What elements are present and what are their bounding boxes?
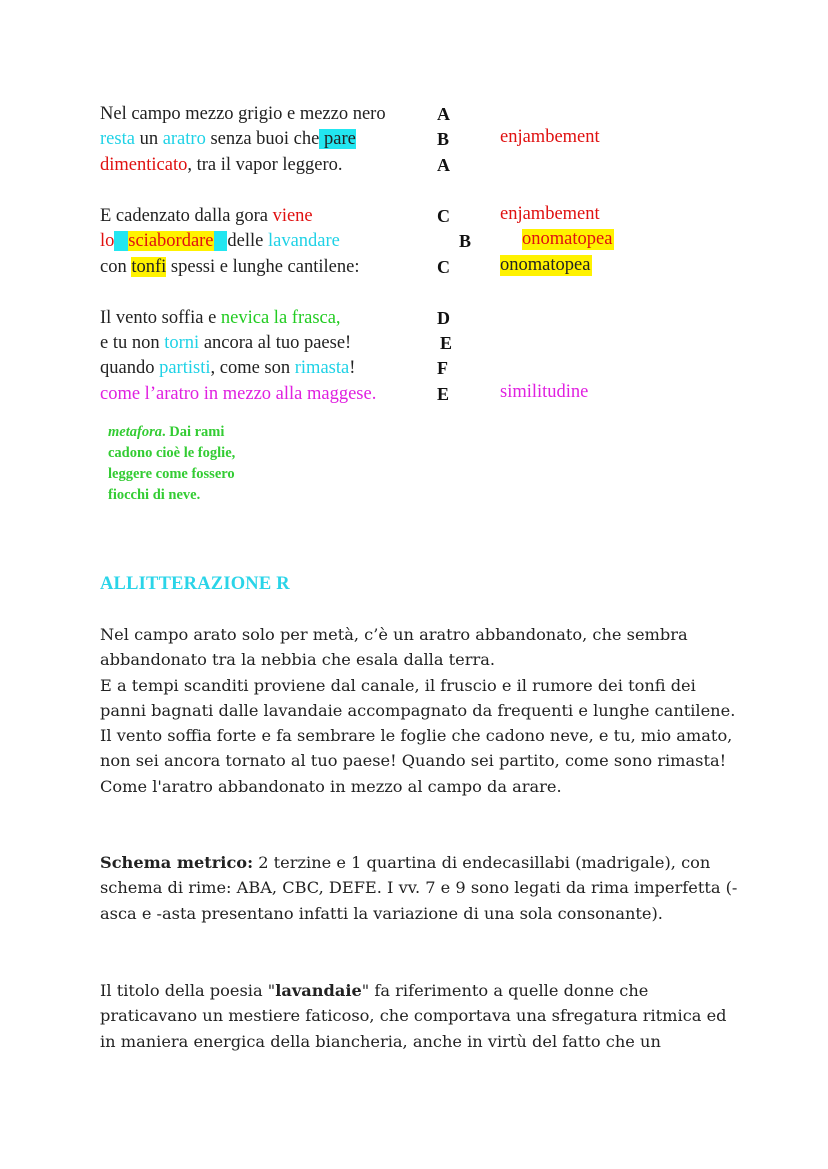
- alliterazione-heading: ALLITTERAZIONE R: [100, 574, 290, 594]
- word-lavandare: lavandare: [267, 231, 340, 251]
- word-tonfi: tonfi: [131, 257, 167, 277]
- highlight-gap: [214, 231, 228, 251]
- verse-text: un: [134, 129, 163, 149]
- schema-text: 2 terzine e 1 quartina di endecasillabi (madrigale), con schema di rime: ABA, CBC, DEFE. I vv. 7 e 9 sono legati da rima imperfetta (-asca e -asta presentano infatti la variazione di una sola consonante).: [100, 853, 738, 923]
- figure-enjambement: enjambement: [500, 204, 600, 224]
- rhyme-letter: B: [437, 129, 450, 149]
- paraphrase-p1: Nel campo arato solo per metà, c’è un aratro abbandonato, che sembra abbandonato tra la nebbia che esala dalla terra.: [100, 625, 688, 670]
- metafora-line: leggere come fossero: [108, 466, 235, 482]
- figure-onomatopea: onomatopea: [500, 255, 591, 275]
- verse-text: quando: [100, 358, 160, 378]
- verse-text: senza buoi che: [205, 129, 320, 149]
- paraphrase-p2: E a tempi scanditi proviene dal canale, il fruscio e il rumore dei tonfi dei panni bagnati dalle lavandaie accompagnato da frequenti e lunghe cantilene.: [100, 675, 736, 720]
- metafora-line: fiocchi di neve.: [108, 487, 201, 503]
- metafora-line: [108, 422, 235, 443]
- titolo-text: " fa riferimento a quelle donne che praticavano un mestiere faticoso, che comportava una sfregatura ritmica ed in maniera energica della biancheria, anche in virtù del fatto che un: [100, 981, 727, 1051]
- word-rimasta: rimasta: [294, 358, 350, 378]
- figure-enjambement: enjambement: [500, 127, 600, 147]
- word-nevica-la-frasca: nevica la frasca,: [220, 308, 341, 328]
- verse-text: spessi e lunghe cantilene:: [166, 257, 360, 277]
- metafora-text: . Dai rami: [161, 424, 225, 440]
- rhyme-letter: E: [440, 333, 453, 353]
- verse-7: [100, 306, 341, 331]
- word-viene: viene: [272, 206, 313, 226]
- rhyme-letter: E: [437, 384, 450, 404]
- verse-1-text: Nel campo mezzo grigio e mezzo nero: [100, 104, 386, 124]
- verse-1: [100, 102, 386, 127]
- titolo-lavandaie: lavandaie: [275, 981, 362, 1000]
- verse-text: , tra il vapor leggero.: [187, 155, 343, 175]
- verse-text: Il vento soffia e: [100, 308, 221, 328]
- metafora-label: metafora: [108, 424, 162, 440]
- verse-text: e tu non: [100, 333, 165, 353]
- rhyme-letter: D: [437, 308, 450, 328]
- metafora-line: cadono cioè le foglie,: [108, 445, 236, 461]
- verse-text: , come son: [210, 358, 295, 378]
- rhyme-letter: F: [437, 358, 448, 378]
- word-aratro: aratro: [162, 129, 206, 149]
- rhyme-letter: C: [437, 257, 450, 277]
- figure-onomatopea: onomatopea: [522, 229, 613, 249]
- schema-label: Schema metrico:: [100, 853, 254, 872]
- rhyme-letter: B: [459, 231, 472, 251]
- verse-text: con: [100, 257, 132, 277]
- schema-metrico: [100, 850, 740, 926]
- titolo-paragraph: [100, 978, 740, 1054]
- verse-8: [100, 331, 351, 356]
- verse-6: [100, 255, 359, 280]
- word-sciabordare: sciabordare: [128, 231, 214, 251]
- verse-2: [100, 127, 356, 152]
- rhyme-letter: A: [437, 104, 450, 124]
- verse-text: ancora al tuo paese!: [199, 333, 352, 353]
- verse-9: [100, 356, 355, 381]
- rhyme-letter: A: [437, 155, 450, 175]
- rhyme-letter: C: [437, 206, 450, 226]
- verse-5: [100, 229, 340, 254]
- verse-text: E cadenzato dalla gora: [100, 206, 273, 226]
- paraphrase-block: [100, 622, 740, 799]
- word-resta: resta: [100, 129, 135, 149]
- paraphrase-p3: Il vento soffia forte e fa sembrare le foglie che cadono neve, e tu, mio amato, non sei ancora tornato al tuo paese! Quando sei partito, come sono rimasta! Come l'aratro abbandonato in mezzo al campo da arare.: [100, 726, 733, 796]
- word-dimenticato: dimenticato: [100, 155, 188, 175]
- verse-4: [100, 204, 313, 229]
- highlight-gap: [114, 231, 128, 251]
- verse-10: come l’aratro in mezzo alla maggese.: [100, 384, 377, 404]
- word-torni: torni: [164, 333, 200, 353]
- word-lo: lo: [100, 231, 115, 251]
- titolo-text: Il titolo della poesia ": [100, 981, 276, 1000]
- highlight-pare: pare: [319, 129, 356, 149]
- verse-text: !: [349, 358, 356, 378]
- verse-text: delle: [227, 231, 268, 251]
- word-partisti: partisti: [159, 358, 211, 378]
- verse-3: [100, 153, 342, 178]
- metafora-note: [108, 422, 235, 506]
- figure-similitudine: similitudine: [500, 382, 589, 402]
